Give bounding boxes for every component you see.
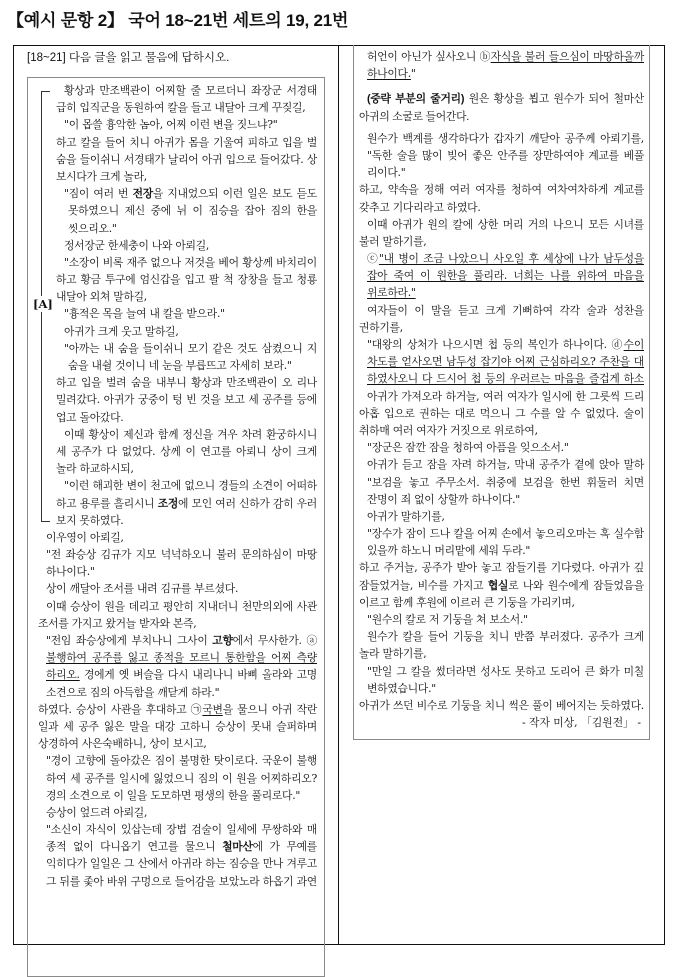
line-text: 아귀가 크게 웃고 말하길,	[64, 324, 179, 338]
passage-line	[354, 48, 649, 65]
passage-line	[354, 388, 649, 405]
line-text: 에서 무사한가. ⓐ	[232, 634, 317, 647]
line-text: 이때 승상이 원을 데리고 평안히 지내더니 천만의외에 사관	[46, 599, 317, 613]
underlined-text: 하리오.	[46, 668, 80, 682]
passage-line	[354, 302, 649, 319]
line-text: "	[410, 67, 416, 81]
passage-line	[28, 804, 324, 821]
passage-line	[28, 615, 324, 632]
passage-line	[28, 443, 324, 460]
underlined-text: 잡아 죽여 이 원한을 풀리라. 너희는 나를 위하여 마음을	[367, 269, 644, 283]
passage-line	[354, 594, 649, 611]
line-text: "장군은 잠깐 잠을 청하여 아픔을 잊으소서."	[367, 441, 569, 455]
line-text: 일과 세 공주 잃은 말을 대강 고하니 승상이 못내 슬퍼하며	[38, 719, 317, 733]
line-text: 하나이다."	[46, 565, 95, 579]
passage-line	[28, 168, 324, 185]
passage-line	[28, 426, 324, 443]
passage-line	[28, 649, 324, 666]
line-text: 허언이 아닌가 싶사오니 ⓑ	[367, 50, 491, 63]
passage-line	[28, 477, 324, 494]
passage-lines-left	[28, 529, 324, 890]
line-text: 에 모인 여러 신하가 감히 우러	[178, 496, 317, 510]
passage-line	[354, 508, 649, 525]
line-text: 황상과 만조백관이 어찌할 줄 모르더니 좌장군 서경태	[64, 84, 317, 97]
line-text: 아귀의 소굴로 들어간다.	[359, 110, 470, 123]
line-text: 숨을 들이쉬니 서경태가 날리어 아귀 입으로 들어갔다. 상	[56, 152, 317, 166]
line-text: 하고 주거늘, 공주가 받아 놓고 잠들기를 기다렸다. 아귀가 깊	[359, 561, 644, 575]
line-text: ⓒ	[367, 252, 379, 266]
passage-line	[28, 684, 324, 701]
passage-line	[28, 391, 324, 408]
passage-line	[354, 233, 649, 250]
line-text: 급히 입직군을 동원하여 칼을 들고 내달아 크게 꾸짖길,	[56, 101, 306, 115]
passage-line	[354, 680, 649, 697]
line-text: "보검을 놓고 주무소서. 취중에 보검을 한번 휘둘러 치면	[367, 475, 644, 489]
line-text: 못하였으니 제신 중에 뉘 이 짐승을 잡아 짐의 한을	[68, 204, 317, 218]
line-text: "아까는 내 숨을 들이쉬니 모기 같은 것도 삼켰으니 지	[64, 341, 317, 355]
passage-line	[28, 237, 324, 254]
passage-line	[354, 130, 649, 147]
passage-line	[28, 512, 324, 529]
passage-line	[354, 370, 649, 387]
passage-line	[354, 164, 649, 181]
line-text: 잠들었거늘, 비수를 가지고	[359, 578, 488, 592]
passage-line	[28, 409, 324, 426]
passage-line	[354, 181, 649, 198]
passage-line	[354, 422, 649, 439]
line-text: 아귀가 말하기를,	[367, 509, 445, 523]
passage-line	[28, 666, 324, 683]
line-text: 하고, 약속을 정해 여러 여자를 청하여 여차여차하게 계교를	[359, 183, 644, 197]
passage-line	[354, 439, 649, 456]
line-text: 하고 용루를 흘리시니	[56, 496, 158, 510]
line-text: 리이다."	[367, 166, 406, 180]
line-text: 밀려갔다. 아귀가 궁중이 텅 빈 것을 보고 세 공주를 등에	[56, 393, 317, 407]
line-text: 승상이 엎드려 아뢰길,	[46, 805, 148, 819]
passage-line	[354, 645, 649, 662]
line-text: 로 나와 원수에게 잠들었음을	[508, 578, 644, 592]
passage-line	[28, 855, 324, 872]
underlined-text: 수이	[623, 338, 644, 351]
passage-line	[354, 319, 649, 336]
passage-line	[354, 491, 649, 508]
line-text: 보시다가 크게 놀라,	[56, 169, 147, 183]
passage-line	[354, 353, 649, 370]
passage-line	[354, 147, 649, 164]
line-text: 놀라 하교하시되,	[56, 462, 134, 476]
passage-line	[354, 108, 649, 125]
line-text: 경의 소견으로 이 일을 도모하면 평생의 한을 풀리로다."	[46, 788, 301, 802]
line-text: 아귀가 듣고 잠을 자려 하거늘, 막내 공주가 곁에 앉아 말하	[367, 458, 644, 472]
underlined-text: "내 병이 조금 나았으니 사오일 후 세상에 나가 남두성을	[378, 252, 644, 266]
line-text: "원수의 칼로 저 기둥을 쳐 보소서."	[367, 613, 528, 626]
bold-text: 전장	[132, 188, 153, 201]
bracket-lines	[28, 82, 324, 529]
bold-text: 철마산	[222, 841, 253, 854]
passage-line	[28, 220, 324, 237]
line-text: 을 지내었으되 이런 일은 보도 듣도	[152, 187, 317, 201]
passage-line	[28, 202, 324, 219]
bold-text: 고향	[212, 635, 233, 647]
passage-line	[354, 456, 649, 473]
passage-line	[354, 474, 649, 491]
passage-line	[28, 357, 324, 374]
passage-line	[28, 82, 324, 99]
line-text: "소신이 자식이 있삽는데 장법 검술이 일세에 무쌍하와 매	[46, 823, 317, 837]
line-text: 정서장군 한세충이 나와 아뢰길,	[64, 238, 210, 252]
line-text: 이때 아귀가 원의 칼에 상한 머리 거의 나으니 모든 시녀를	[367, 217, 644, 231]
line-text: "소장이 비록 재주 없으나 저것을 베어 황상께 바치리이	[64, 255, 317, 269]
passage-line	[28, 838, 324, 855]
line-text: 상이 깨달아 조서를 내려 김규를 부르셨다.	[46, 582, 239, 596]
underlined-text: 불행하여 공주를 잃고 종적을 모르니 통한함을 어찌 측량	[46, 651, 317, 665]
line-text: 권하기를,	[359, 320, 403, 334]
line-text: 상경하여 사은숙배하니, 상이 보시고,	[38, 737, 207, 751]
passage-line	[354, 542, 649, 559]
line-text: 씻으리오."	[68, 221, 117, 235]
line-text: 원수가 백계를 생각하다가 갑자기 깨닫아 공주께 아뢰기를,	[367, 131, 644, 145]
line-text: 원은 황상을 뵙고 원수가 되어 철마산	[464, 93, 644, 106]
passage-lines-right-c	[354, 130, 649, 714]
passage-line	[28, 752, 324, 769]
line-text: 놀라 말하기를,	[359, 647, 427, 661]
bold-text: 협실	[487, 579, 509, 592]
passage-line	[354, 65, 649, 82]
line-text: 경에게 옛 벼슬을 다시 내리나니 바삐 올라와 고명	[83, 668, 317, 682]
passage-line	[354, 284, 649, 301]
line-text: 이르고 함께 후원에 이르러 큰 기둥을 가리키며,	[359, 595, 575, 609]
line-text: 이우영이 아뢰길,	[46, 530, 124, 544]
passage-line	[28, 821, 324, 838]
bold-text: 조정	[157, 497, 179, 510]
passage-line	[28, 873, 324, 890]
passage-line	[28, 563, 324, 580]
line-text: "전 좌승상 김규가 지모 넉넉하오니 불러 문의하심이 마땅	[46, 548, 317, 562]
line-text: 아홉 입으로 권하는 대로 먹으니 그 수를 알 수 없었다. 술이	[359, 406, 644, 420]
column-divider	[338, 45, 339, 945]
passage-line	[28, 701, 324, 718]
line-text: 소견으로 짐의 아득함을 깨닫게 하라."	[46, 685, 220, 699]
line-text: 여자들이 이 말을 듣고 크게 기뻐하여 각각 술과 성찬을	[367, 303, 644, 317]
summary-lines	[354, 90, 649, 124]
line-text: 있을까 하노니 머리맡에 세워 두라."	[367, 544, 531, 558]
passage-line	[354, 250, 649, 267]
passage-lines-right-a	[354, 48, 649, 82]
underlined-text: 차도를 얻사오면 남두성 잡기야 어찌 근심하리오? 주찬을 대	[367, 355, 644, 369]
passage-line	[28, 495, 324, 512]
passage-line	[28, 529, 324, 546]
underlined-text: 하나이다.	[367, 67, 411, 81]
passage-line	[28, 580, 324, 597]
passage-line	[28, 151, 324, 168]
line-text: 잔명이 죄 없이 상할까 하나이다."	[367, 492, 520, 506]
passage-line	[28, 323, 324, 340]
line-text: 하고 황금 투구에 엄신갑을 입고 팔 척 장창을 들고 청룡	[56, 273, 317, 287]
passage-line	[28, 116, 324, 133]
line-text: 아귀가 쓰던 비수로 기둥을 치니 썩은 풀이 베어지는 듯하였다.	[359, 698, 644, 712]
bracket-section-a	[28, 82, 324, 529]
bracket-tick-top	[41, 91, 50, 92]
line-text: 내달아 외쳐 말하길,	[56, 290, 147, 304]
passage-box-left	[27, 77, 325, 977]
line-text: 아귀가 가져오라 하거늘, 여러 여자가 일시에 한 그릇씩 드리	[367, 389, 644, 403]
passage-line	[28, 632, 324, 649]
line-text: 변하였습니다."	[367, 681, 436, 695]
passage-line	[28, 288, 324, 305]
line-text: 하여 세 공주를 일시에 잃었으니 짐의 이 원을 어찌하리오?	[46, 771, 317, 785]
passage-line	[28, 460, 324, 477]
line-text: "짐이 여러 번	[64, 187, 133, 201]
line-text: 갖추고 기다리라고 하였다.	[359, 200, 481, 214]
line-text: "이 몹쓸 흉악한 놈아, 어찌 이런 변을 짓느냐?"	[64, 118, 278, 132]
line-text: "독한 술을 많이 빚어 좋은 안주를 장만하여야 계교를 베풀	[367, 148, 644, 162]
line-text: 하였다. 승상이 사관을 후대하고 ㉠	[38, 702, 203, 716]
line-text: "전임 좌승상에게 부치나니 그사이	[46, 634, 213, 647]
passage-box-right	[353, 45, 650, 740]
passage-line	[28, 718, 324, 735]
line-text: 익히다가 일일은 그 산에서 아귀라 하는 짐승을 만나 겨루고	[46, 857, 317, 871]
line-text: 숨을 내쉴 것이니 네 눈을 부릅뜨고 자세히 보라."	[68, 359, 292, 372]
underlined-text: 국변	[202, 702, 223, 716]
line-text: 원수가 칼을 들어 기둥을 치니 반쯤 부러졌다. 공주가 크게	[367, 630, 644, 644]
line-text: 에 가 무예를	[252, 840, 317, 854]
bracket-tick-bottom	[41, 521, 50, 522]
passage-line	[28, 598, 324, 615]
passage-line	[28, 546, 324, 563]
line-text: 불러 말하기를,	[359, 234, 427, 248]
passage-line	[354, 90, 649, 107]
line-text: 이때 황상이 제신과 함께 정신을 겨우 차려 환궁하시니	[64, 427, 317, 441]
passage-line	[28, 134, 324, 151]
line-text: "경이 고향에 돌아갔은 짐이 불명한 탓이로다. 국운이 불행	[46, 754, 317, 768]
line-text: 하고 입을 벌려 숨을 내부니 황상과 만조백관이 오 리나	[56, 376, 317, 390]
passage-line	[28, 254, 324, 271]
line-text: "장수가 잠이 드나 칼을 어찌 손에서 놓으리오마는 혹 실수함	[367, 527, 644, 541]
line-text: "흉적은 목을 늘여 내 칼을 받으라."	[64, 307, 225, 321]
line-text: 업고 돌아갔다.	[56, 410, 124, 424]
passage-line	[354, 697, 649, 714]
passage-line	[354, 577, 649, 594]
bold-text: (중략 부분의 줄거리)	[367, 93, 465, 106]
line-text: "이런 해괴한 변이 천고에 없으니 경들의 소견이 어떠하	[64, 479, 317, 493]
line-text: "대왕의 상처가 나으시면 첩 등의 복인가 하나이다. ⓓ	[367, 338, 624, 351]
underlined-text: 하였사오니 다 드시어 첩 등의 우러르는 마음을 즐겁게 하소	[367, 372, 644, 386]
line-text: 종적 없이 다니옵기 연고를 물으니	[46, 840, 223, 854]
passage-line	[28, 340, 324, 357]
underlined-text: 위로하라."	[367, 286, 416, 300]
source-citation: - 작자 미상, 「김원전」 -	[521, 716, 641, 730]
passage-line	[28, 770, 324, 787]
passage-line	[354, 525, 649, 542]
passage-line	[28, 185, 324, 202]
question-instruction: [18~21] 다음 글을 읽고 물음에 답하시오.	[27, 52, 230, 64]
line-text: 그 뒤를 좇아 바위 구멍으로 들어감을 보았노라 하옵기 과연	[46, 874, 317, 888]
line-text: 을 물으니 아귀 작란	[222, 702, 318, 716]
passage-line	[354, 336, 649, 353]
passage-line	[354, 405, 649, 422]
passage-line	[354, 267, 649, 284]
passage-line	[28, 735, 324, 752]
page-title: 【예시 문항 2】 국어 18~21번 세트의 19, 21번	[7, 11, 349, 30]
line-text: "만일 그 칼을 썼더라면 성사도 못하고 도리어 큰 화가 미칠	[367, 664, 644, 678]
line-text: 취하매 여러 여자가 거짓으로 위로하여,	[359, 423, 538, 437]
line-text: 조서를 가지고 왔거늘 받자와 본즉,	[38, 616, 197, 630]
passage-line	[354, 216, 649, 233]
passage-line	[28, 374, 324, 391]
passage-line	[28, 305, 324, 322]
line-text: 세 공주가 다 없었다. 상께 이 연고를 아뢰니 상이 크게	[56, 444, 317, 458]
underlined-text: 자식을 불러 들으심이 마땅하올까	[490, 50, 645, 63]
passage-line	[354, 663, 649, 680]
passage-line	[354, 559, 649, 576]
bracket-label: [A]	[33, 297, 53, 311]
passage-line	[28, 787, 324, 804]
passage-line	[354, 611, 649, 628]
line-text: 보지 못하였다.	[56, 513, 124, 527]
passage-line	[354, 628, 649, 645]
line-text: 하고 칼을 들어 치니 아귀가 몸을 기울여 피하고 입을 벌	[56, 135, 317, 149]
passage-line	[28, 99, 324, 116]
passage-line	[354, 199, 649, 216]
passage-line	[28, 271, 324, 288]
